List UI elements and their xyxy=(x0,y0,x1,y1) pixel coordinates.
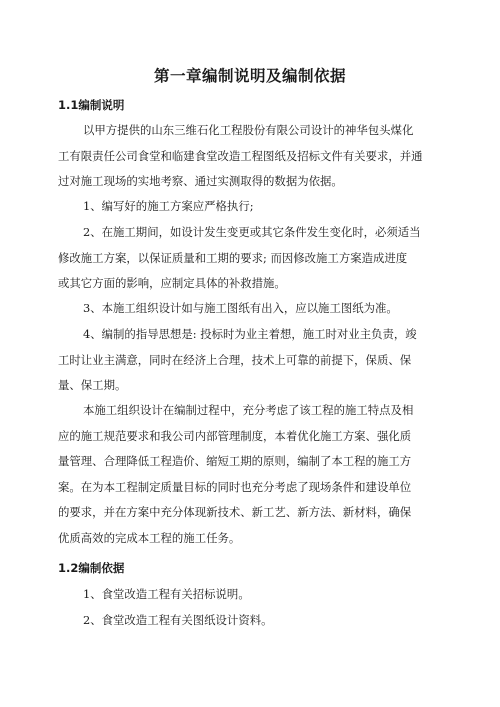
text-line: 1、编写好的施工方案应严格执行; xyxy=(83,199,254,213)
text-line: 2、食堂改造工程有关图纸设计资料。 xyxy=(83,613,273,627)
paragraph-basis-item-2 xyxy=(58,608,442,634)
text-line: 量、保工期。 xyxy=(58,378,127,392)
section-heading-1-2: 1.2编制依据 xyxy=(58,561,125,575)
text-line: 4、编制的指导思想是: 投标时为业主着想，施工时对业主负责，竣 xyxy=(83,327,417,341)
text-line: 2、在施工期间，如设计发生变更或其它条件发生变化时，必须适当 xyxy=(83,225,421,239)
text-line: 案。在为本工程制定质量目标的同时也充分考虑了现场条件和建设单位 xyxy=(58,479,412,494)
text-line: 以甲方提供的山东三维石化工程股份有限公司设计的神华包头煤化 xyxy=(83,123,414,137)
text-line: 本施工组织设计在编制过程中，充分考虑了该工程的施工特点及相 xyxy=(83,403,414,417)
paragraph-item-1 xyxy=(58,194,442,220)
text-line: 或其它方面的影响，应制定具体的补救措施。 xyxy=(58,276,286,290)
text-line: 的要求，并在方案中充分体现新技术、新工艺、新方法、新材料，确保 xyxy=(58,505,412,519)
paragraph-item-4 xyxy=(58,322,442,399)
text-line: 1、食堂改造工程有关招标说明。 xyxy=(83,587,250,601)
text-line: 工有限责任公司食堂和临建食堂改造工程图纸及招标文件有关要求，并通 xyxy=(58,148,423,163)
paragraph-item-2 xyxy=(58,220,442,297)
section-heading-1-1: 1.1编制说明 xyxy=(58,98,125,112)
text-line: 3、本施工组织设计如与施工图纸有出入，应以施工图纸为准。 xyxy=(83,301,398,315)
paragraph-basis-intro xyxy=(58,118,442,195)
page-title: 第一章编制说明及编制依据 xyxy=(153,67,346,85)
text-line: 应的施工规范要求和我公司内部管理制度，本着优化施工方案、强化质 xyxy=(58,428,412,443)
text-line: 过对施工现场的实地考察、通过实测取得的数据为依据。 xyxy=(58,174,343,188)
text-line: 优质高效的完成本工程的施工任务。 xyxy=(58,530,241,545)
text-line: 修改施工方案，以保证质量和工期的要求; 而因修改施工方案造成进度 xyxy=(58,250,408,265)
paragraph-basis-item-1 xyxy=(58,582,442,608)
paragraph-design-principles xyxy=(58,398,442,551)
paragraph-item-3 xyxy=(58,296,442,322)
text-line: 工时让业主满意，同时在经济上合理，技术上可靠的前提下，保质、保 xyxy=(58,352,412,367)
text-line: 量管理、合理降低工程造价、缩短工期的原则，编制了本工程的施工方 xyxy=(58,454,412,468)
